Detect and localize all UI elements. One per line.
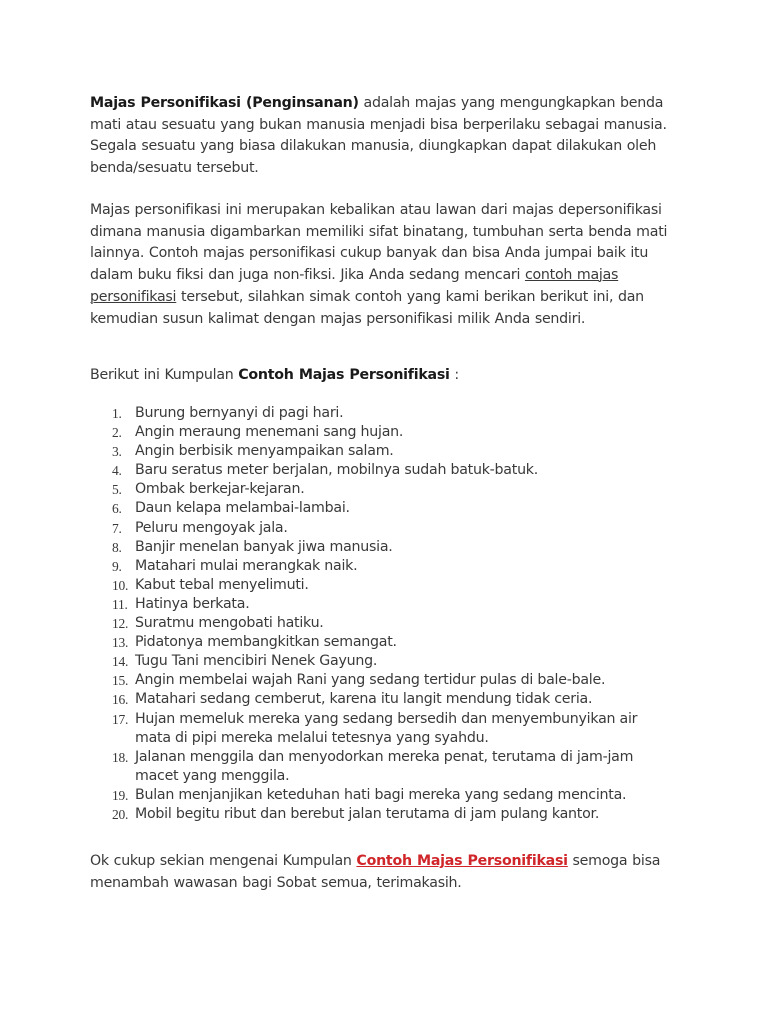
list-item [90, 805, 650, 824]
list-item-number: 18. [112, 749, 129, 765]
list-item-text: Daun kelapa melambai-lambai. [135, 500, 350, 517]
contoh-majas-link[interactable]: contoh majas personifikasi [90, 267, 619, 305]
list-item-text: Bulan menjanjikan keteduhan hati bagi mereka yang sedang mencinta. [135, 786, 627, 803]
list-item [90, 786, 650, 805]
closing-paragraph [90, 851, 690, 894]
list-item-text: Suratmu mengobati hatiku. [135, 615, 324, 632]
list-item-number: 2. [112, 425, 122, 441]
list-item [90, 595, 650, 614]
list-item-number: 12. [112, 616, 129, 632]
list-item [90, 557, 650, 576]
list-item [90, 442, 650, 461]
list-item-number: 4. [112, 463, 122, 479]
list-item-number: 13. [112, 635, 129, 651]
list-item-text: Banjir menelan banyak jiwa manusia. [135, 538, 393, 555]
list-item-number: 3. [112, 444, 122, 460]
list-item-text: Matahari mulai merangkak naik. [135, 557, 358, 574]
explanation-text-after: tersebut, silahkan simak contoh yang kami berikan berikut ini, dan kemudian susun kalimat dengan majas personifikasi milik Anda sendiri. [90, 288, 644, 327]
list-item-number: 5. [112, 482, 122, 498]
list-item-number: 14. [112, 654, 129, 670]
list-item-number: 11. [112, 596, 128, 612]
list-item [90, 404, 650, 423]
list-item-text: Angin meraung menemani sang hujan. [135, 424, 404, 441]
list-item-text: Ombak berkejar-kejaran. [135, 481, 305, 498]
list-item-number: 9. [112, 558, 122, 574]
list-item [90, 633, 650, 652]
list-item-text: Angin berbisik menyampaikan salam. [135, 443, 394, 460]
list-item-number: 1. [112, 406, 122, 421]
list-item [90, 461, 650, 480]
list-item-text: Hujan memeluk mereka yang sedang bersedih dan menyembunyikan air mata di pipi mereka melalui tetesnya yang syahdu. [135, 710, 638, 746]
list-item-number: 20. [112, 806, 129, 822]
list-item [90, 423, 650, 442]
explanation-paragraph [90, 200, 690, 330]
list-item-number: 8. [112, 539, 122, 555]
list-item-text: Mobil begitu ribut dan berebut jalan terutama di jam pulang kantor. [135, 805, 600, 822]
list-item [90, 538, 650, 557]
list-item-text: Peluru mengoyak jala. [135, 519, 288, 536]
list-item [90, 710, 650, 748]
list-item-text: Hatinya berkata. [135, 595, 250, 612]
list-item-text: Burung bernyanyi di pagi hari. [135, 405, 344, 421]
intro-text: adalah majas yang mengungkapkan benda mati atau sesuatu yang bukan manusia menjadi bisa berperilaku sebagai manusia. Segala sesuatu yang biasa dilakukan manusia, diungkapkan dapat dilakukan oleh benda/sesuatu tersebut. [90, 95, 667, 177]
list-item-text: Baru seratus meter berjalan, mobilnya sudah batuk-batuk. [135, 462, 539, 479]
list-item-text: Pidatonya membangkitkan semangat. [135, 634, 397, 651]
list-item-number: 10. [112, 577, 129, 593]
list-item-number: 17. [112, 711, 129, 727]
list-intro-bold: Contoh Majas Personifikasi [238, 367, 450, 383]
examples-list [90, 404, 650, 824]
list-item [90, 748, 650, 786]
list-intro-paragraph [90, 365, 690, 387]
list-item [90, 519, 650, 538]
list-item-text: Tugu Tani mencibiri Nenek Gayung. [135, 653, 378, 670]
list-intro-suffix: : [449, 367, 459, 383]
intro-paragraph [90, 93, 690, 180]
explanation-text-before: Majas personifikasi ini merupakan kebalikan atau lawan dari majas depersonifikasi dimana manusia digambarkan memiliki sifat binatang, tumbuhan serta benda mati lainnya. Contoh majas personifikasi cukup banyak dan bisa Anda jumpai baik itu dalam buku fiksi dan juga non-fiksi. Jika Anda sedang mencari [90, 202, 668, 284]
list-item [90, 614, 650, 633]
list-item [90, 671, 650, 690]
list-item [90, 652, 650, 671]
list-item-number: 19. [112, 787, 129, 803]
closing-text-before: Ok cukup sekian mengenai Kumpulan [90, 853, 357, 869]
list-item-number: 7. [112, 520, 122, 536]
list-item-number: 15. [112, 673, 129, 689]
list-item [90, 480, 650, 499]
intro-term: Majas Personifikasi (Penginsanan) [90, 95, 359, 111]
list-item [90, 499, 650, 518]
list-item [90, 576, 650, 595]
list-item-text: Matahari sedang cemberut, karena itu langit mendung tidak ceria. [135, 691, 593, 708]
list-item-text: Jalanan menggila dan menyodorkan mereka penat, terutama di jam-jam macet yang menggila. [135, 748, 634, 784]
list-item [90, 690, 650, 709]
list-item-number: 6. [112, 501, 122, 517]
list-intro-prefix: Berikut ini Kumpulan [90, 367, 239, 383]
list-item-text: Kabut tebal menyelimuti. [135, 576, 309, 593]
contoh-majas-personifikasi-link[interactable]: Contoh Majas Personifikasi [356, 853, 568, 869]
list-item-number: 16. [112, 692, 129, 708]
closing-text-after: semoga bisa menambah wawasan bagi Sobat semua, terimakasih. [90, 853, 661, 891]
list-item-text: Angin membelai wajah Rani yang sedang tertidur pulas di bale-bale. [135, 672, 606, 689]
